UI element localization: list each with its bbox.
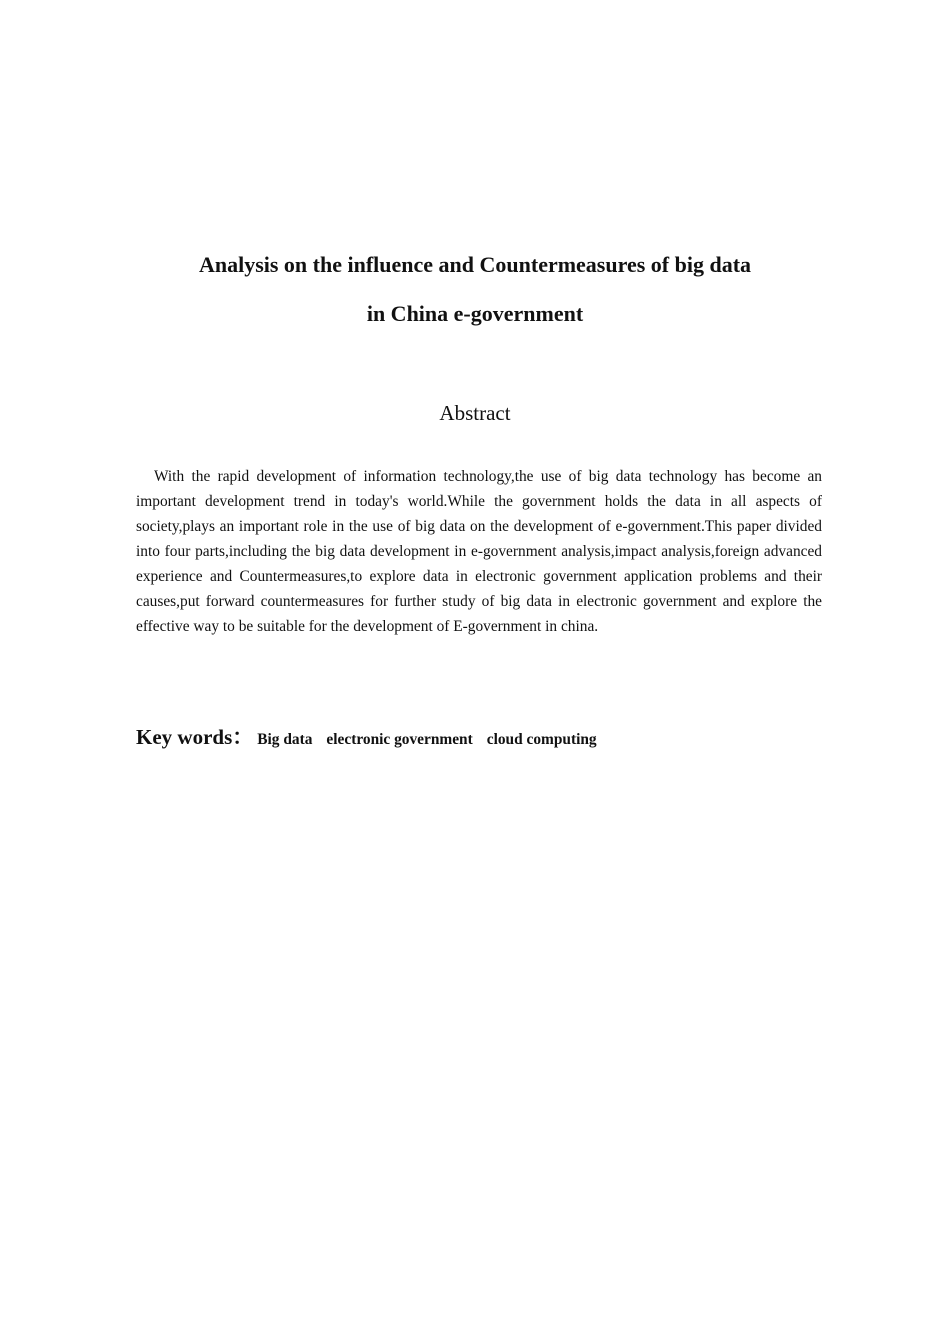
abstract-heading: Abstract	[439, 401, 511, 425]
keyword-item: Big data	[257, 731, 313, 748]
keywords-line	[136, 727, 836, 748]
paper-title-line-1: Analysis on the influence and Countermeasures of big data	[198, 252, 752, 277]
keyword-item: cloud computing	[486, 731, 597, 748]
paper-title-line-2: in China e-government	[366, 301, 584, 326]
keyword-item: electronic government	[326, 731, 473, 748]
keywords-label: Key words：	[136, 725, 254, 749]
abstract-body: With the rapid development of information technology,the use of big data technology has become an important development trend in today's world.While the government holds the data in all aspects of society,plays an important role in the use of big data on the development of e-government.This paper divided into four parts,including the big data development in e-government analysis,impact analysis,foreign advanced experience and Countermeasures,to explore data in electronic government application problems and their causes,put forward countermeasures for further study of big data in electronic government and explore the effective way to be suitable for the development of E-government in china.	[136, 468, 822, 635]
